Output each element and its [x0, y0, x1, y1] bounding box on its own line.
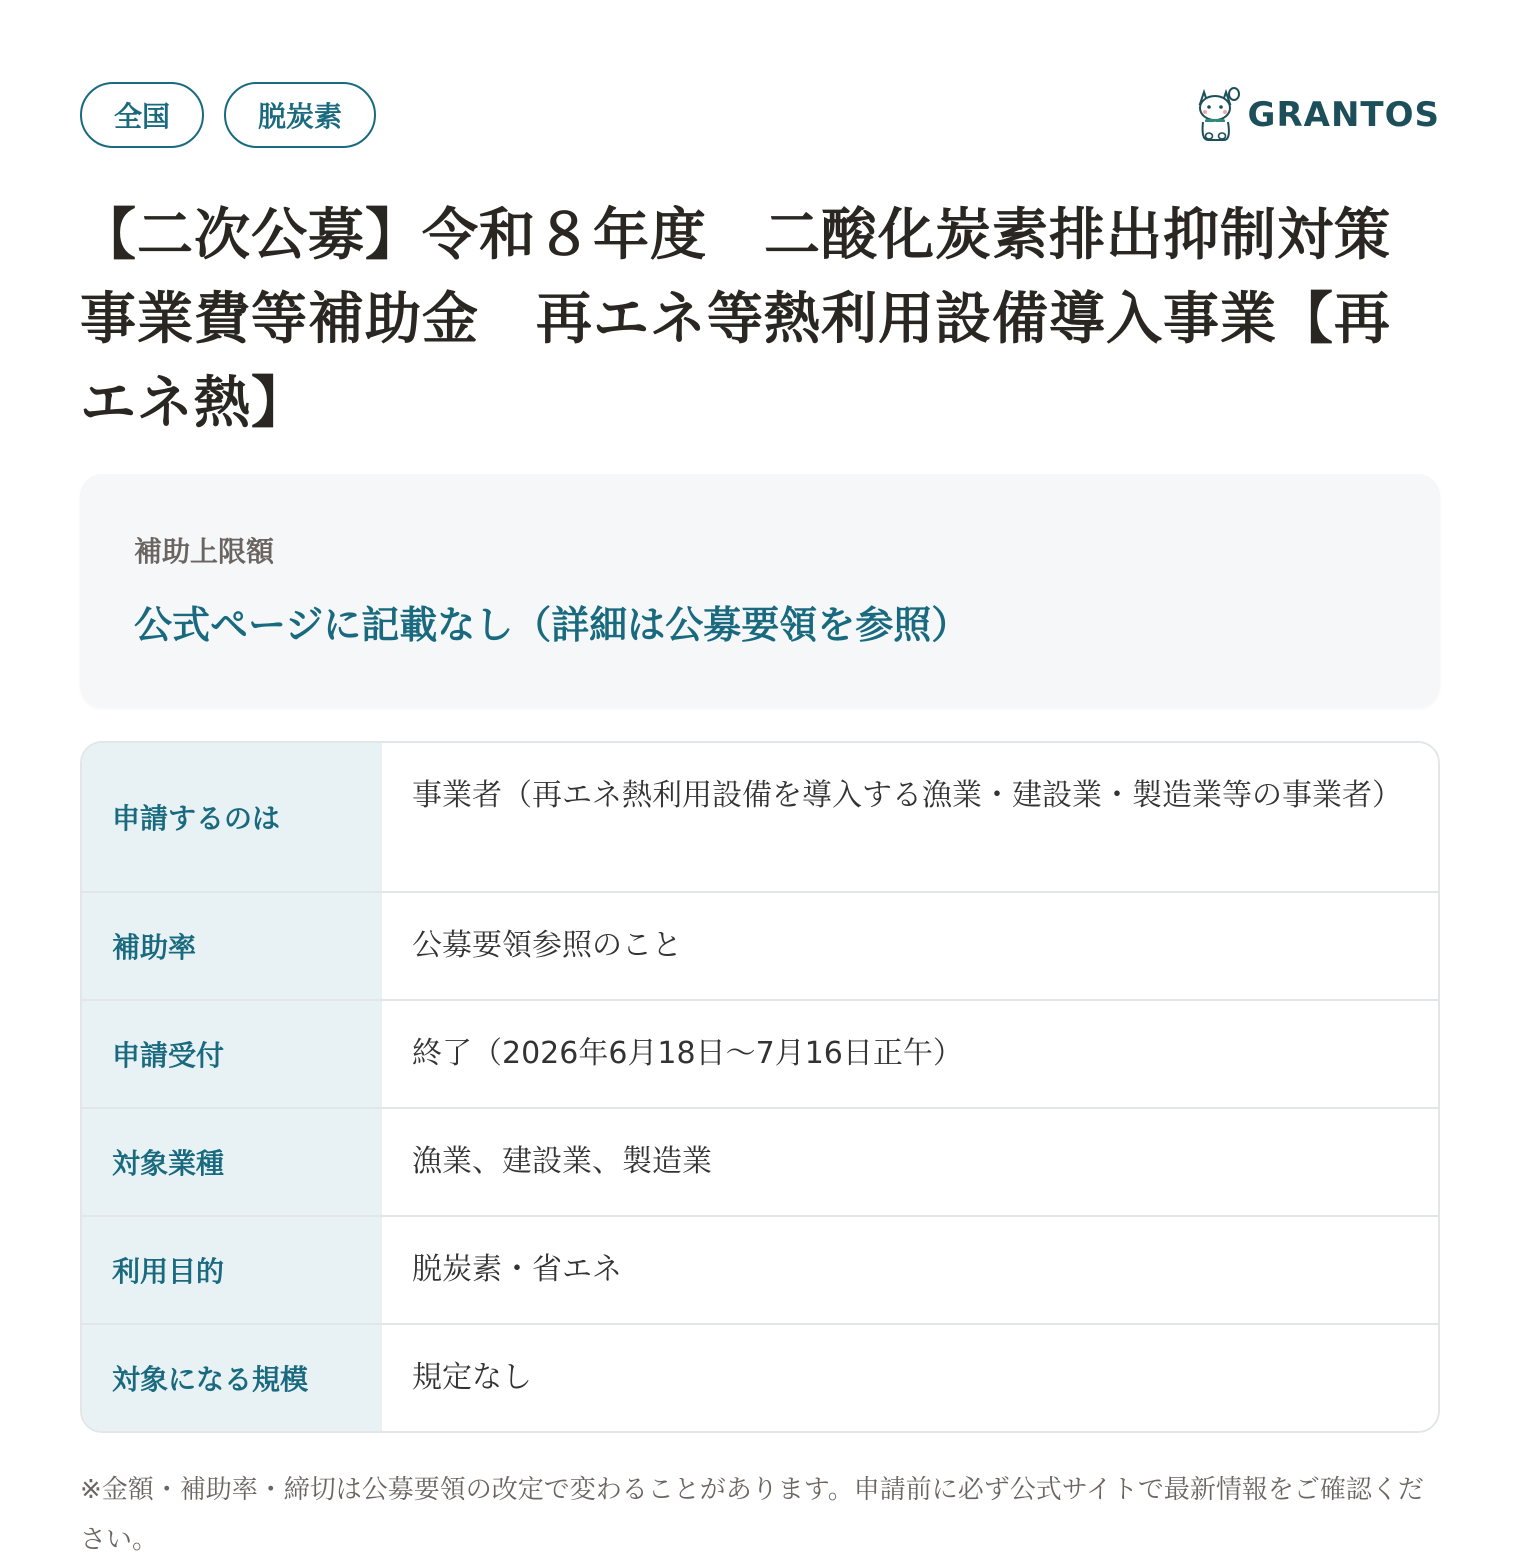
subsidy-limit-label: 補助上限額 [134, 535, 275, 568]
subsidy-summary-page [80, 80, 1440, 1565]
table-row [82, 1325, 1438, 1431]
row-label-scale: 対象になる規模 [82, 1325, 382, 1431]
subsidy-limit-value: 公式ページに記載なし（詳細は公募要領を参照） [134, 603, 970, 647]
tag-list [80, 82, 376, 148]
disclaimer-note: ※金額・補助率・締切は公募要領の改定で変わることがあります。申請前に必ず公式サイトで最新情報をご確認ください。 [80, 1475, 1424, 1555]
lucky-cat-icon [1196, 84, 1240, 146]
row-value-applicant: 事業者（再エネ熱利用設備を導入する漁業・建設業・製造業等の事業者） [382, 743, 1438, 891]
table-row [82, 893, 1438, 1001]
page-title: 【二次公募】令和８年度 二酸化炭素排出抑制対策事業費等補助金 再エネ等熱利用設備導入事業【再エネ熱】 [80, 203, 1391, 436]
tag-category[interactable]: 脱炭素 [224, 82, 376, 148]
brand-name: GRANTOS [1247, 95, 1440, 135]
header-row [80, 80, 1440, 150]
brand-logo[interactable] [1196, 84, 1440, 146]
tag-region[interactable]: 全国 [80, 82, 204, 148]
table-row [82, 1217, 1438, 1325]
details-table [80, 741, 1440, 1433]
table-row [82, 1001, 1438, 1109]
row-value-subsidy-rate: 公募要領参照のこと [382, 893, 1438, 999]
row-value-application-period: 終了（2026年6月18日～7月16日正午） [382, 1001, 1438, 1107]
row-value-industry: 漁業、建設業、製造業 [382, 1109, 1438, 1215]
table-row [82, 1109, 1438, 1217]
row-value-scale: 規定なし [382, 1325, 1438, 1431]
table-row [82, 743, 1438, 893]
row-label-purpose: 利用目的 [82, 1217, 382, 1323]
subsidy-limit-card [80, 474, 1440, 707]
row-label-industry: 対象業種 [82, 1109, 382, 1215]
row-label-applicant: 申請するのは [82, 743, 382, 891]
row-label-application-period: 申請受付 [82, 1001, 382, 1107]
row-label-subsidy-rate: 補助率 [82, 893, 382, 999]
row-value-purpose: 脱炭素・省エネ [382, 1217, 1438, 1323]
